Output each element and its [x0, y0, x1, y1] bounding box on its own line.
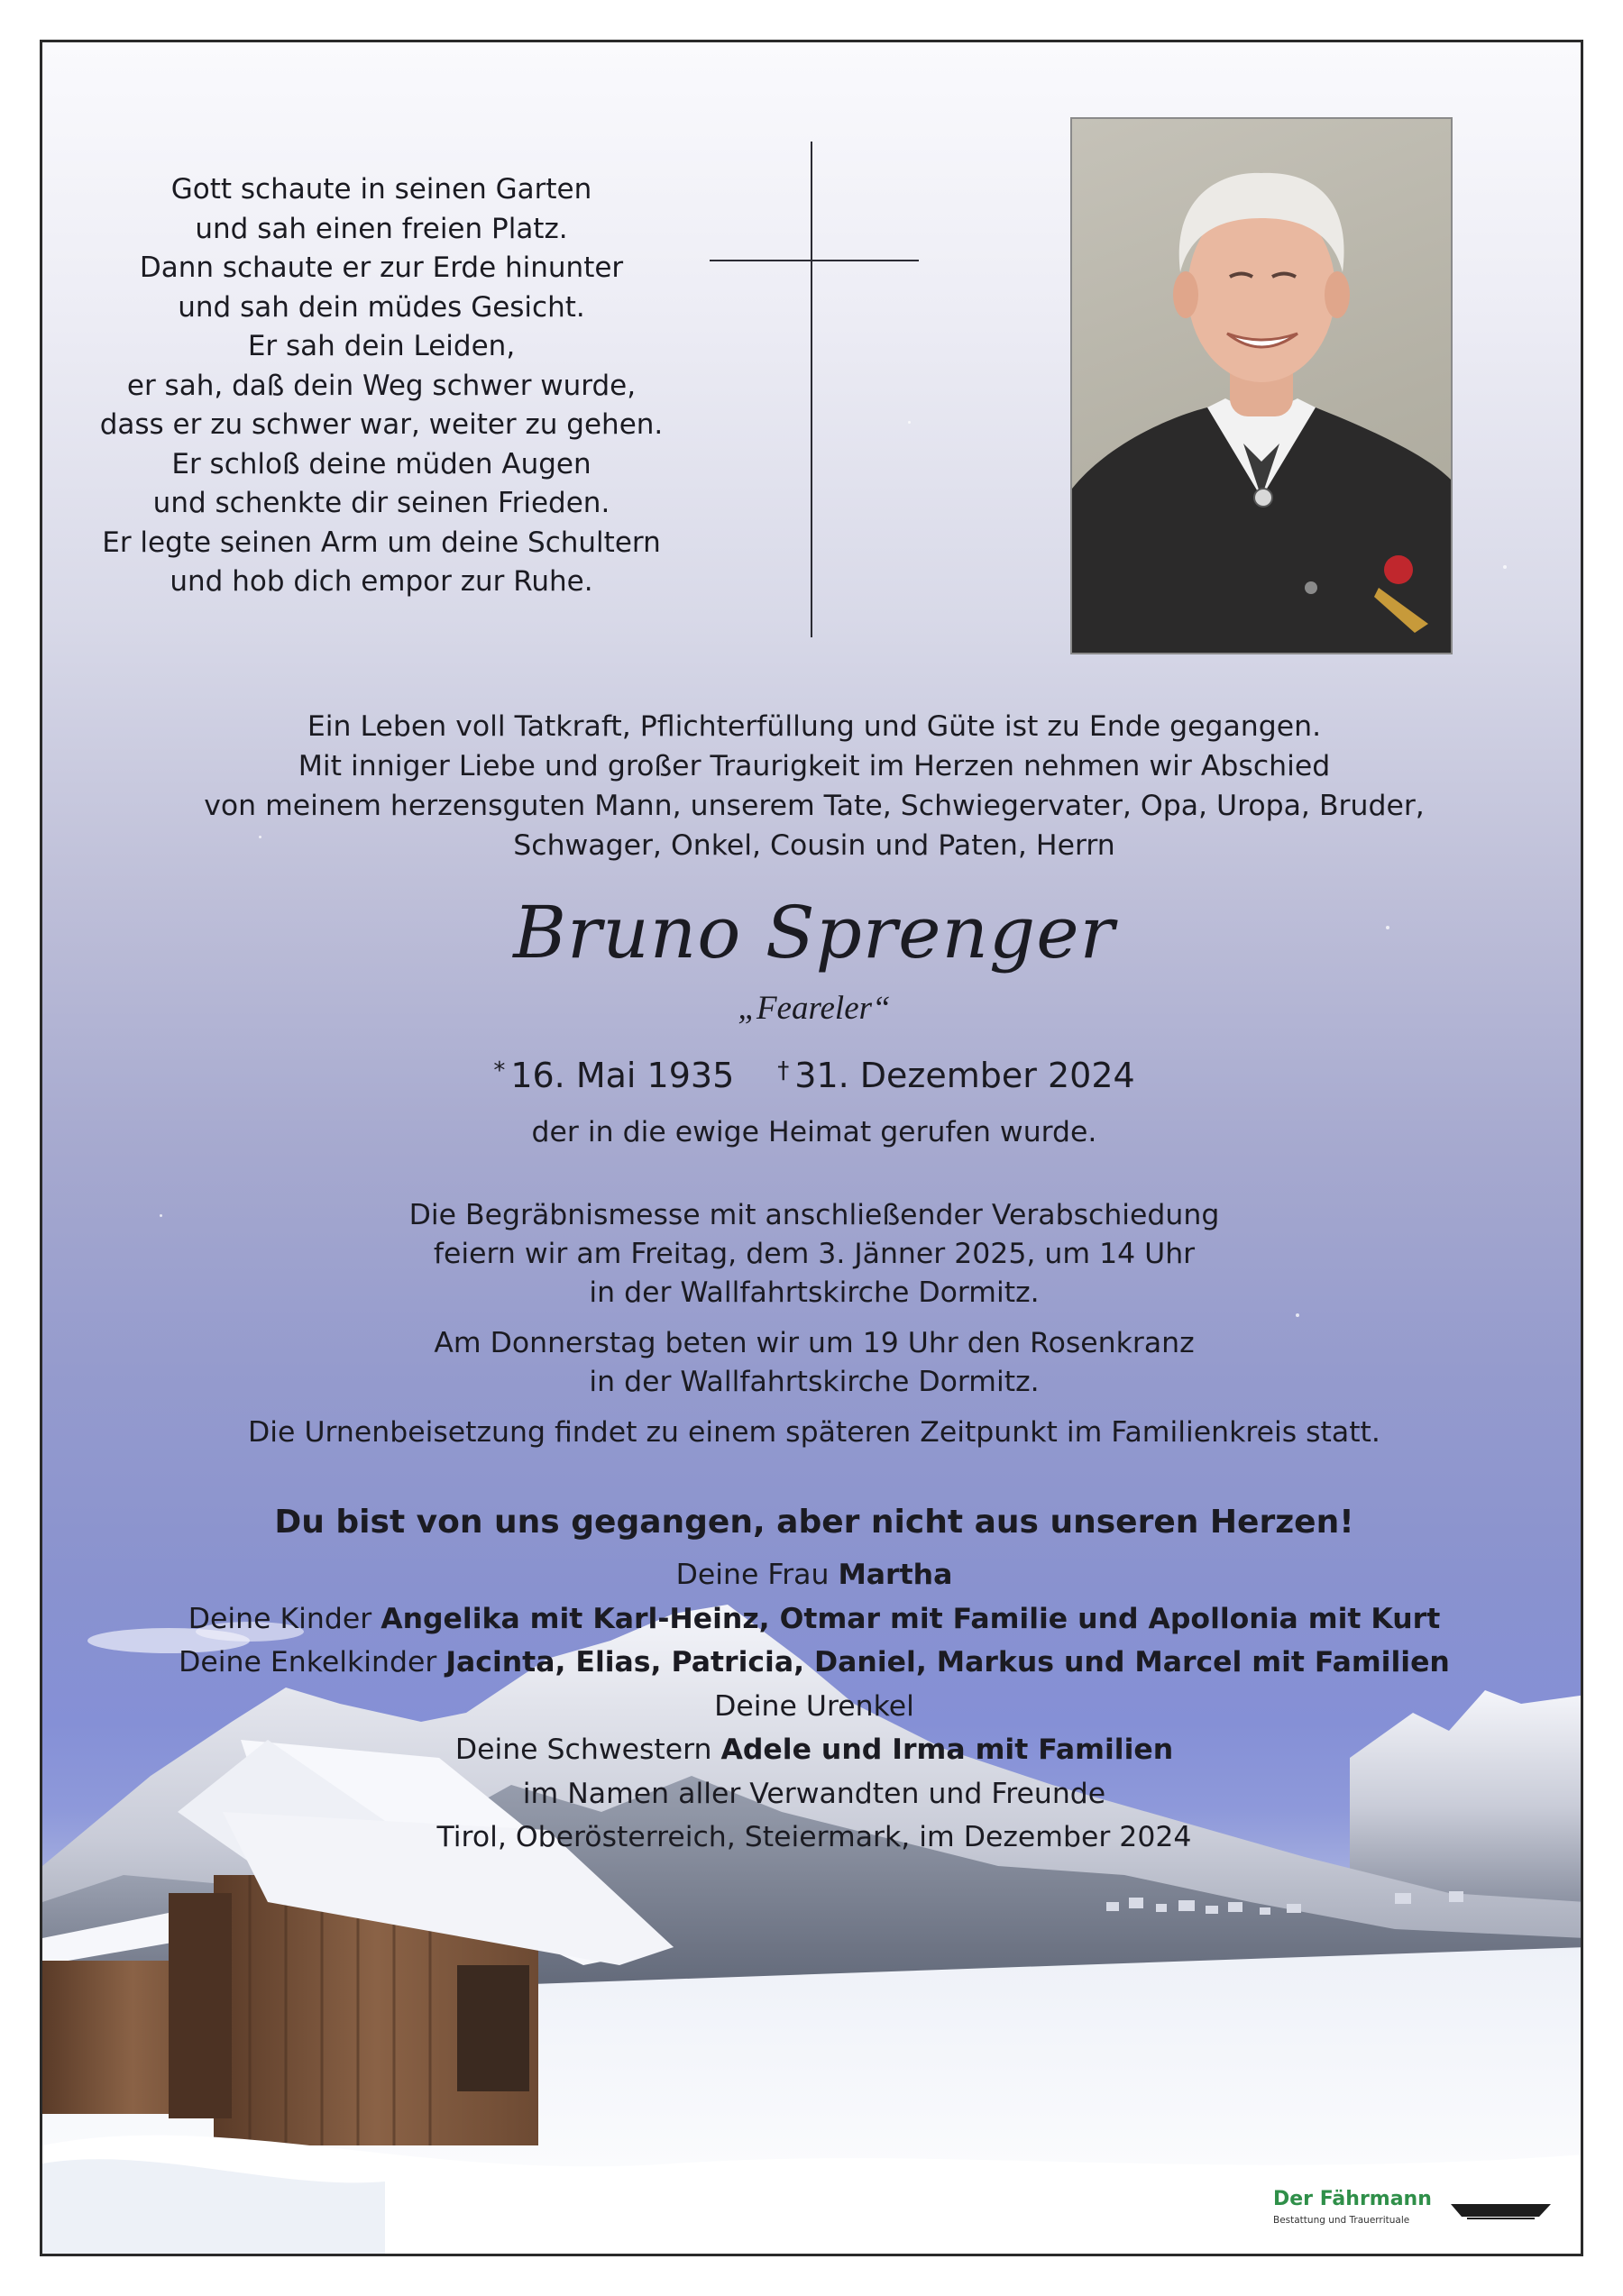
poem-line: dass er zu schwer war, weiter zu gehen.	[99, 408, 664, 441]
mourner-relation: Deine Schwestern	[454, 1733, 721, 1766]
snow-speck	[1296, 1313, 1299, 1317]
cross-icon	[811, 142, 812, 637]
life-dates	[115, 1049, 1514, 1097]
poem-line: und sah dein müdes Gesicht.	[178, 290, 585, 324]
funeral-line: feiern wir am Freitag, dem 3. Jänner 2025, um 14 Uhr	[433, 1238, 1196, 1270]
portrait-illustration	[1072, 119, 1451, 653]
snow-speck	[1503, 565, 1507, 569]
mourner-relation: Deine Kinder	[188, 1602, 381, 1635]
portrait-photo	[1070, 117, 1453, 654]
logo-name: Der Fährmann	[1273, 2188, 1432, 2210]
death-date: 31. Dezember 2024	[794, 1056, 1135, 1095]
rosary-line: Am Donnerstag beten wir um 19 Uhr den Rosenkranz	[434, 1327, 1195, 1359]
funeral-home-logo	[1273, 2188, 1562, 2242]
rosary-info	[115, 1324, 1514, 1402]
mourner-relation: im Namen aller Verwandten und Freunde	[522, 1777, 1106, 1810]
birth-star-icon: *	[493, 1057, 506, 1084]
intro-line: Mit inniger Liebe und großer Traurigkeit im Herzen nehmen wir Abschied	[298, 750, 1331, 782]
death-cross-icon: †	[777, 1057, 790, 1084]
called-home-text: der in die ewige Heimat gerufen wurde.	[531, 1116, 1097, 1148]
mourner-line	[115, 1641, 1514, 1685]
obituary-card	[40, 40, 1583, 2256]
mourner-line	[115, 1685, 1514, 1729]
funeral-info	[115, 1196, 1514, 1313]
boat-logo-icon	[1449, 2195, 1553, 2222]
poem-line: und schenkte dir seinen Frieden.	[152, 487, 610, 519]
intro-text	[115, 707, 1514, 865]
mourner-relation: Deine Frau	[675, 1559, 839, 1591]
funeral-line: Die Begräbnismesse mit anschließender Verabschiedung	[408, 1199, 1220, 1231]
poem-line: und sah einen freien Platz.	[195, 212, 568, 245]
mourner-relation: Deine Urenkel	[714, 1689, 914, 1723]
intro-line: Schwager, Onkel, Cousin und Paten, Herrn	[513, 829, 1115, 862]
deceased-name: Bruno Sprenger	[513, 891, 1115, 974]
funeral-line: in der Wallfahrtskirche Dormitz.	[589, 1276, 1040, 1309]
poem-line: Er legte seinen Arm um deine Schultern	[102, 526, 661, 559]
intro-line: Ein Leben voll Tatkraft, Pflichterfüllung und Güte ist zu Ende gegangen.	[307, 710, 1322, 743]
poem	[84, 170, 679, 602]
mourner-line	[115, 1772, 1514, 1816]
motto: Du bist von uns gegangen, aber nicht aus unseren Herzen!	[274, 1504, 1354, 1541]
poem-line: Dann schaute er zur Erde hinunter	[139, 252, 624, 284]
poem-line: Gott schaute in seinen Garten	[170, 173, 592, 206]
mourner-relation: Tirol, Oberösterreich, Steiermark, im Dezember 2024	[436, 1821, 1192, 1853]
mourners-list	[115, 1553, 1514, 1860]
poem-line: er sah, daß dein Weg schwer wurde,	[126, 369, 637, 402]
cross-icon-bar	[710, 260, 919, 261]
logo-tagline: Bestattung und Trauerrituale	[1273, 2215, 1410, 2226]
mourner-names: Adele und Irma mit Familien	[720, 1733, 1174, 1766]
snow-speck	[908, 421, 911, 424]
mourner-names: Angelika mit Karl-Heinz, Otmar mit Familie und Apollonia mit Kurt	[381, 1602, 1441, 1635]
mourner-names: Jacinta, Elias, Patricia, Daniel, Markus und Marcel mit Familien	[445, 1646, 1450, 1679]
intro-line: von meinem herzensguten Mann, unserem Tate, Schwiegervater, Opa, Uropa, Bruder,	[204, 790, 1425, 822]
birth-date: 16. Mai 1935	[510, 1056, 735, 1095]
poem-line: Er sah dein Leiden,	[247, 330, 516, 362]
mourner-line	[115, 1597, 1514, 1642]
mourner-line	[115, 1553, 1514, 1597]
deceased-nickname: „Feareler“	[738, 990, 891, 1027]
poem-line: und hob dich empor zur Ruhe.	[170, 565, 593, 598]
urn-info: Die Urnenbeisetzung findet zu einem späteren Zeitpunkt im Familienkreis statt.	[248, 1416, 1380, 1449]
mourner-line	[115, 1728, 1514, 1772]
poem-line: Er schloß deine müden Augen	[171, 447, 591, 480]
mourner-relation: Deine Enkelkinder	[179, 1646, 446, 1679]
mourner-line	[115, 1816, 1514, 1860]
rosary-line: in der Wallfahrtskirche Dormitz.	[589, 1366, 1040, 1398]
mourner-names: Martha	[838, 1559, 953, 1591]
